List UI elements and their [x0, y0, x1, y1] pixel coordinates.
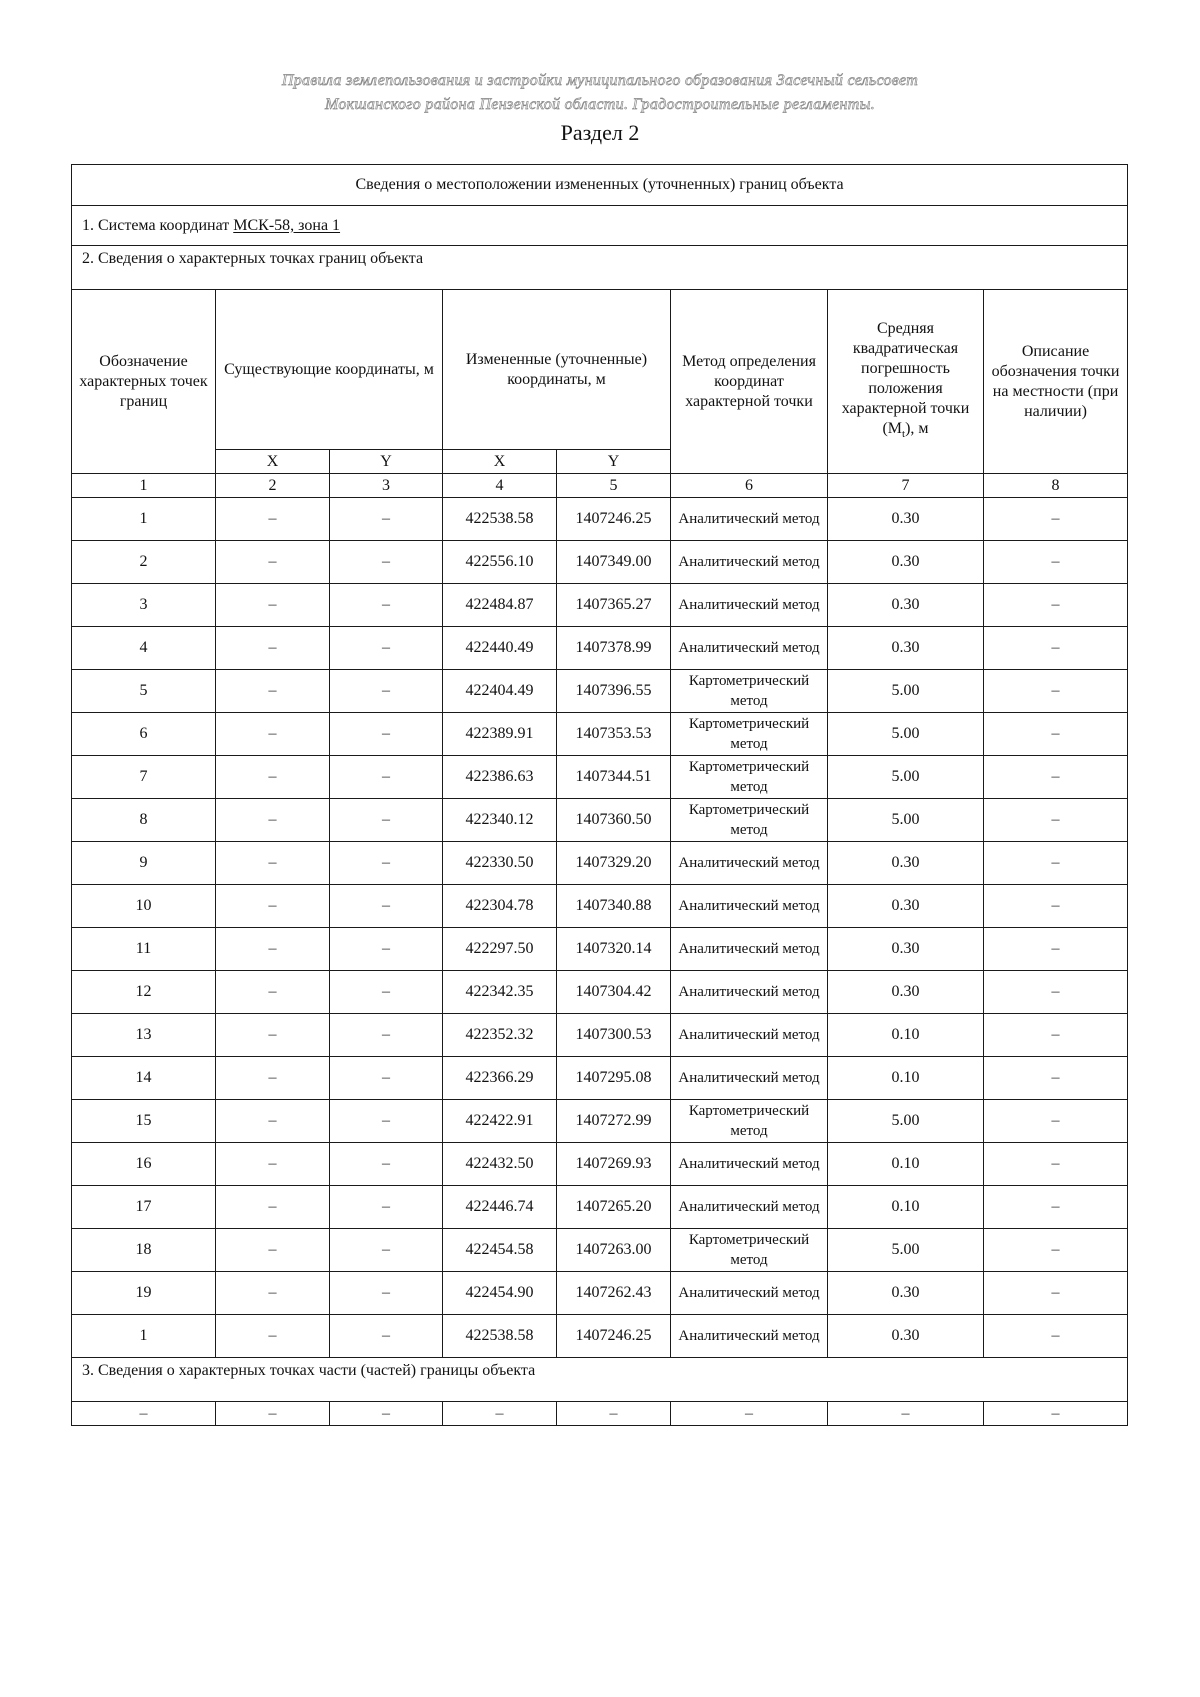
table-row	[72, 885, 1128, 928]
col-number: 7	[828, 474, 984, 498]
method-cell: Картометрический метод	[671, 1100, 828, 1143]
changed-x-cell: 422389.91	[443, 713, 557, 756]
error-cell: 0.30	[828, 842, 984, 885]
point-cell: 16	[72, 1143, 216, 1186]
existing-y-cell: –	[330, 584, 443, 627]
col-header-existing-x: X	[216, 450, 330, 474]
point-cell: 11	[72, 928, 216, 971]
existing-y-cell: –	[330, 627, 443, 670]
changed-x-cell: 422446.74	[443, 1186, 557, 1229]
error-cell: 5.00	[828, 713, 984, 756]
changed-x-cell: 422386.63	[443, 756, 557, 799]
error-cell: 0.10	[828, 1186, 984, 1229]
method-cell: Аналитический метод	[671, 498, 828, 541]
changed-y-cell: 1407396.55	[557, 670, 671, 713]
col-number: 5	[557, 474, 671, 498]
changed-x-cell: 422352.32	[443, 1014, 557, 1057]
parts-cell: –	[72, 1402, 216, 1426]
table-row	[72, 1100, 1128, 1143]
existing-x-cell: –	[216, 1143, 330, 1186]
existing-x-cell: –	[216, 885, 330, 928]
description-cell: –	[984, 498, 1128, 541]
method-cell: Картометрический метод	[671, 713, 828, 756]
method-cell: Аналитический метод	[671, 1315, 828, 1358]
error-cell: 0.30	[828, 541, 984, 584]
point-cell: 14	[72, 1057, 216, 1100]
point-cell: 17	[72, 1186, 216, 1229]
existing-x-cell: –	[216, 713, 330, 756]
changed-y-cell: 1407378.99	[557, 627, 671, 670]
error-cell: 0.30	[828, 627, 984, 670]
changed-y-cell: 1407272.99	[557, 1100, 671, 1143]
changed-y-cell: 1407349.00	[557, 541, 671, 584]
table-row	[72, 498, 1128, 541]
existing-x-cell: –	[216, 1272, 330, 1315]
table-row	[72, 713, 1128, 756]
changed-x-cell: 422330.50	[443, 842, 557, 885]
error-cell: 0.10	[828, 1143, 984, 1186]
description-cell: –	[984, 1014, 1128, 1057]
point-cell: 2	[72, 541, 216, 584]
description-cell: –	[984, 541, 1128, 584]
description-cell: –	[984, 670, 1128, 713]
existing-x-cell: –	[216, 584, 330, 627]
point-cell: 4	[72, 627, 216, 670]
table-title: Сведения о местоположении измененных (уточненных) границ объекта	[72, 165, 1128, 206]
existing-x-cell: –	[216, 1014, 330, 1057]
table-title-row	[72, 165, 1128, 206]
table-row	[72, 799, 1128, 842]
error-cell: 5.00	[828, 756, 984, 799]
table-row	[72, 842, 1128, 885]
description-cell: –	[984, 928, 1128, 971]
existing-x-cell: –	[216, 842, 330, 885]
existing-y-cell: –	[330, 885, 443, 928]
col-number: 1	[72, 474, 216, 498]
parts-title: 3. Сведения о характерных точках части (частей) границы объекта	[72, 1358, 1128, 1402]
point-cell: 9	[72, 842, 216, 885]
col-number: 2	[216, 474, 330, 498]
error-cell: 0.30	[828, 498, 984, 541]
col-header-changed: Измененные (уточненные) координаты, м	[443, 290, 671, 450]
changed-y-cell: 1407353.53	[557, 713, 671, 756]
method-cell: Картометрический метод	[671, 756, 828, 799]
existing-x-cell: –	[216, 1057, 330, 1100]
method-cell: Аналитический метод	[671, 1057, 828, 1100]
changed-x-cell: 422404.49	[443, 670, 557, 713]
existing-x-cell: –	[216, 971, 330, 1014]
existing-y-cell: –	[330, 799, 443, 842]
description-cell: –	[984, 799, 1128, 842]
description-cell: –	[984, 842, 1128, 885]
col-header-error-sub: t	[902, 428, 906, 441]
col-header-description: Описание обозначения точки на местности (при наличии)	[984, 290, 1128, 474]
col-header-existing: Существующие координаты, м	[216, 290, 443, 450]
col-header-changed-y: Y	[557, 450, 671, 474]
existing-y-cell: –	[330, 971, 443, 1014]
coord-system-value: МСК-58, зона 1	[233, 216, 341, 234]
method-cell: Аналитический метод	[671, 971, 828, 1014]
existing-x-cell: –	[216, 670, 330, 713]
changed-x-cell: 422538.58	[443, 1315, 557, 1358]
method-cell: Аналитический метод	[671, 541, 828, 584]
changed-y-cell: 1407246.25	[557, 498, 671, 541]
point-cell: 15	[72, 1100, 216, 1143]
existing-x-cell: –	[216, 541, 330, 584]
existing-y-cell: –	[330, 1315, 443, 1358]
table-row	[72, 1229, 1128, 1272]
changed-y-cell: 1407304.42	[557, 971, 671, 1014]
point-cell: 19	[72, 1272, 216, 1315]
col-number: 8	[984, 474, 1128, 498]
changed-y-cell: 1407300.53	[557, 1014, 671, 1057]
error-cell: 0.30	[828, 1315, 984, 1358]
changed-x-cell: 422297.50	[443, 928, 557, 971]
description-cell: –	[984, 885, 1128, 928]
existing-x-cell: –	[216, 627, 330, 670]
table-row	[72, 1186, 1128, 1229]
method-cell: Аналитический метод	[671, 928, 828, 971]
existing-y-cell: –	[330, 1229, 443, 1272]
point-cell: 8	[72, 799, 216, 842]
table-row	[72, 1143, 1128, 1186]
points-title: 2. Сведения о характерных точках границ объекта	[72, 246, 1128, 290]
existing-y-cell: –	[330, 1100, 443, 1143]
points-title-row	[72, 246, 1128, 290]
method-cell: Картометрический метод	[671, 1229, 828, 1272]
col-header-method: Метод определения координат характерной точки	[671, 290, 828, 474]
description-cell: –	[984, 1143, 1128, 1186]
changed-y-cell: 1407329.20	[557, 842, 671, 885]
changed-x-cell: 422556.10	[443, 541, 557, 584]
section-title: Раздел 2	[560, 120, 640, 145]
col-number: 3	[330, 474, 443, 498]
description-cell: –	[984, 627, 1128, 670]
col-number: 4	[443, 474, 557, 498]
changed-y-cell: 1407263.00	[557, 1229, 671, 1272]
changed-x-cell: 422432.50	[443, 1143, 557, 1186]
col-header-error-text: Средняя квадратическая погрешность положения характерной точки (M	[841, 319, 970, 437]
changed-x-cell: 422454.58	[443, 1229, 557, 1272]
changed-y-cell: 1407246.25	[557, 1315, 671, 1358]
description-cell: –	[984, 1272, 1128, 1315]
point-cell: 1	[72, 1315, 216, 1358]
existing-y-cell: –	[330, 842, 443, 885]
coord-system-label: 1. Система координат	[82, 216, 230, 234]
table-row	[72, 756, 1128, 799]
error-cell: 5.00	[828, 1100, 984, 1143]
parts-cell: –	[216, 1402, 330, 1426]
error-cell: 5.00	[828, 799, 984, 842]
changed-y-cell: 1407262.43	[557, 1272, 671, 1315]
parts-row	[72, 1402, 1128, 1426]
existing-y-cell: –	[330, 1014, 443, 1057]
table-row	[72, 1014, 1128, 1057]
coord-system-row	[72, 206, 1128, 246]
table-row	[72, 1315, 1128, 1358]
point-cell: 7	[72, 756, 216, 799]
table-row	[72, 627, 1128, 670]
existing-x-cell: –	[216, 1315, 330, 1358]
existing-x-cell: –	[216, 498, 330, 541]
existing-x-cell: –	[216, 1100, 330, 1143]
method-cell: Аналитический метод	[671, 1014, 828, 1057]
error-cell: 0.30	[828, 1272, 984, 1315]
error-cell: 0.30	[828, 885, 984, 928]
error-cell: 5.00	[828, 670, 984, 713]
point-cell: 18	[72, 1229, 216, 1272]
col-header-error	[828, 290, 984, 474]
error-cell: 0.10	[828, 1057, 984, 1100]
existing-x-cell: –	[216, 799, 330, 842]
method-cell: Аналитический метод	[671, 885, 828, 928]
changed-y-cell: 1407295.08	[557, 1057, 671, 1100]
method-cell: Аналитический метод	[671, 1186, 828, 1229]
changed-x-cell: 422304.78	[443, 885, 557, 928]
method-cell: Аналитический метод	[671, 1272, 828, 1315]
existing-y-cell: –	[330, 541, 443, 584]
parts-cell: –	[330, 1402, 443, 1426]
parts-cell: –	[984, 1402, 1128, 1426]
changed-x-cell: 422342.35	[443, 971, 557, 1014]
parts-cell: –	[828, 1402, 984, 1426]
description-cell: –	[984, 1315, 1128, 1358]
column-header-row	[72, 290, 1128, 450]
point-cell: 3	[72, 584, 216, 627]
running-header-line-2: Мокшанского района Пензенской области. Градостроительные регламенты.	[324, 96, 876, 113]
parts-title-row	[72, 1358, 1128, 1402]
table-row	[72, 1057, 1128, 1100]
description-cell: –	[984, 1229, 1128, 1272]
parts-cell: –	[557, 1402, 671, 1426]
error-cell: 0.30	[828, 971, 984, 1014]
changed-x-cell: 422484.87	[443, 584, 557, 627]
existing-y-cell: –	[330, 670, 443, 713]
col-header-point: Обозначение характерных точек границ	[72, 290, 216, 474]
table-row	[72, 1272, 1128, 1315]
error-cell: 0.30	[828, 928, 984, 971]
table-row	[72, 670, 1128, 713]
existing-y-cell: –	[330, 498, 443, 541]
existing-y-cell: –	[330, 1143, 443, 1186]
point-cell: 6	[72, 713, 216, 756]
changed-x-cell: 422366.29	[443, 1057, 557, 1100]
column-number-row	[72, 474, 1128, 498]
changed-x-cell: 422454.90	[443, 1272, 557, 1315]
existing-y-cell: –	[330, 1057, 443, 1100]
description-cell: –	[984, 1057, 1128, 1100]
changed-y-cell: 1407344.51	[557, 756, 671, 799]
changed-y-cell: 1407360.50	[557, 799, 671, 842]
changed-x-cell: 422422.91	[443, 1100, 557, 1143]
description-cell: –	[984, 971, 1128, 1014]
point-cell: 1	[72, 498, 216, 541]
method-cell: Картометрический метод	[671, 799, 828, 842]
existing-y-cell: –	[330, 1272, 443, 1315]
point-cell: 5	[72, 670, 216, 713]
description-cell: –	[984, 713, 1128, 756]
method-cell: Картометрический метод	[671, 670, 828, 713]
parts-cell: –	[671, 1402, 828, 1426]
existing-y-cell: –	[330, 713, 443, 756]
coord-system-cell	[72, 206, 1128, 246]
description-cell: –	[984, 584, 1128, 627]
col-header-existing-y: Y	[330, 450, 443, 474]
method-cell: Аналитический метод	[671, 1143, 828, 1186]
existing-y-cell: –	[330, 756, 443, 799]
point-cell: 13	[72, 1014, 216, 1057]
table-row	[72, 928, 1128, 971]
table-row	[72, 541, 1128, 584]
description-cell: –	[984, 756, 1128, 799]
existing-y-cell: –	[330, 1186, 443, 1229]
changed-x-cell: 422340.12	[443, 799, 557, 842]
error-cell: 0.30	[828, 584, 984, 627]
error-cell: 5.00	[828, 1229, 984, 1272]
boundary-points-table	[71, 164, 1128, 1426]
parts-cell: –	[443, 1402, 557, 1426]
table-row	[72, 971, 1128, 1014]
existing-x-cell: –	[216, 1229, 330, 1272]
error-cell: 0.10	[828, 1014, 984, 1057]
point-cell: 12	[72, 971, 216, 1014]
changed-y-cell: 1407265.20	[557, 1186, 671, 1229]
table-row	[72, 584, 1128, 627]
method-cell: Аналитический метод	[671, 584, 828, 627]
existing-x-cell: –	[216, 928, 330, 971]
col-header-changed-x: X	[443, 450, 557, 474]
col-number: 6	[671, 474, 828, 498]
col-header-error-suffix: ), м	[905, 419, 929, 437]
method-cell: Аналитический метод	[671, 627, 828, 670]
existing-x-cell: –	[216, 756, 330, 799]
existing-y-cell: –	[330, 928, 443, 971]
changed-y-cell: 1407269.93	[557, 1143, 671, 1186]
changed-x-cell: 422538.58	[443, 498, 557, 541]
changed-y-cell: 1407320.14	[557, 928, 671, 971]
point-cell: 10	[72, 885, 216, 928]
changed-y-cell: 1407365.27	[557, 584, 671, 627]
changed-x-cell: 422440.49	[443, 627, 557, 670]
description-cell: –	[984, 1100, 1128, 1143]
description-cell: –	[984, 1186, 1128, 1229]
existing-x-cell: –	[216, 1186, 330, 1229]
running-header-line-1: Правила землепользования и застройки муниципального образования Засечный сельсовет	[281, 72, 919, 89]
method-cell: Аналитический метод	[671, 842, 828, 885]
changed-y-cell: 1407340.88	[557, 885, 671, 928]
